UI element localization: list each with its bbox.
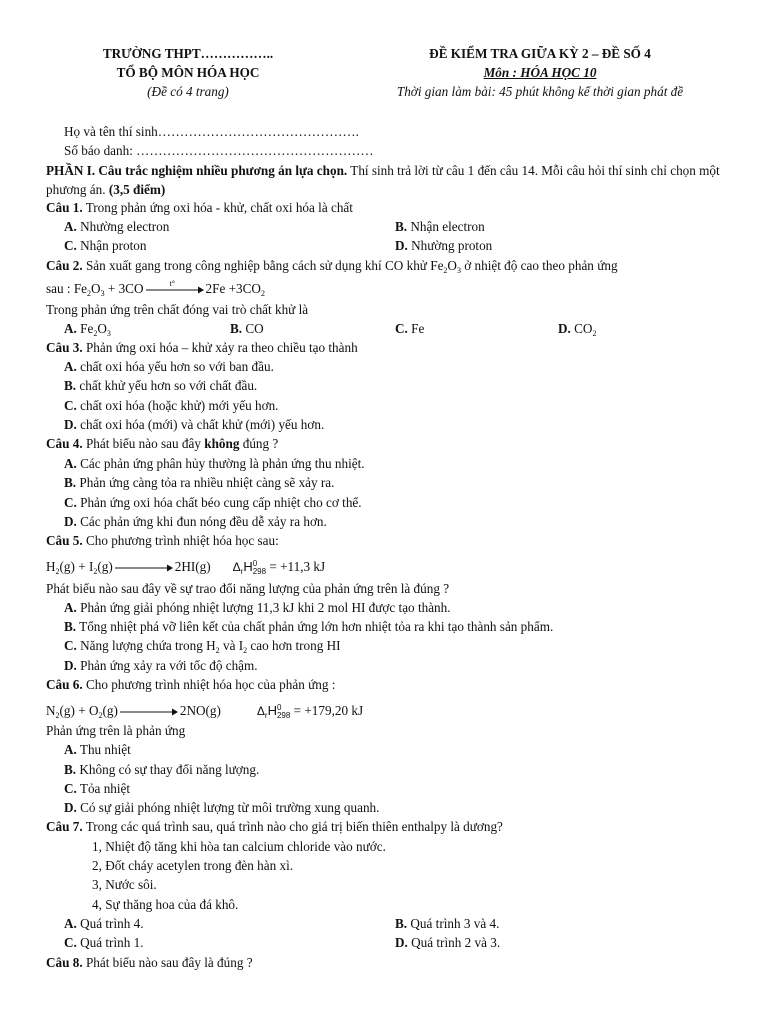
subscript: 2 [443,266,448,275]
question-label: Câu 7. [46,819,83,834]
option-letter: D. [558,321,571,336]
option-text: và I [219,638,244,653]
question-text: Trong các quá trình sau, quá trình nào cho giá trị biến thiên enthalpy là dương? [82,819,503,834]
subscript: r [264,711,268,720]
option-letter: B. [64,619,77,634]
q6-option-d [64,799,379,817]
option-text: Fe [411,321,425,336]
question-label: Câu 5. [46,533,83,548]
option-text: Quá trình 2 và 3. [411,935,501,950]
heat-label: t° [169,278,175,288]
option-text: Nhận electron [410,219,485,234]
q3-option-d [64,416,324,434]
school-name: TRƯỜNG THPT…………….. [102,46,274,61]
subscript: 2 [55,711,60,720]
subscript: 2 [98,711,103,720]
question-7 [46,818,503,836]
option-letter: A. [64,916,77,931]
subscript: r [240,567,244,576]
q5-option-a [64,599,451,617]
option-text: Quá trình 4. [80,916,144,931]
option-letter: D. [64,417,77,432]
equation-text: + 3CO [104,281,144,296]
q7-option-b [395,915,499,933]
option-text: Có sự giải phóng nhiệt lượng từ môi trường xung quanh. [80,800,380,815]
option-text: Phản ứng giải phóng nhiệt lượng 11,3 kJ khi 2 mol HI được tạo thành. [80,600,451,615]
question-text: Trong phản ứng oxi hóa - khử, chất oxi hóa là chất [82,200,353,215]
q2-option-a: A. $Fe_2O_3$ [64,321,111,338]
enthalpy-symbol: H [267,703,277,718]
option-letter: A. [64,321,77,336]
q5-equation [46,558,325,581]
option-text: chất oxi hóa (hoặc khử) mới yếu hơn. [80,398,279,413]
superscript: 0 [276,703,282,712]
question-4 [46,435,278,453]
option-text: chất oxi hóa (mới) và chất khử (mới) yếu hơn. [80,417,325,432]
subscript: 2 [93,567,98,576]
option-text: Các phản ứng khi đun nóng đều dễ xảy ra hơn. [80,514,327,529]
q1-option-c [64,237,146,255]
question-text: Phản ứng oxi hóa – khử xảy ra theo chiều tạo thành [82,340,358,355]
enthalpy-indices [277,704,290,720]
option-letter: B. [395,916,408,931]
option-text: Tổng nhiệt phá vỡ liên kết của chất phản ứng lớn hơn nhiệt tỏa ra khi tạo thành sản phẩm. [79,619,554,634]
question-6 [46,676,335,694]
option-letter: A. [64,742,77,757]
equation-text: (g) [97,559,113,574]
option-text: CO [574,321,593,336]
q4-option-b [64,474,334,492]
question-8 [46,954,253,972]
q7-item-4: 4, Sự thăng hoa của đá khô. [92,897,239,912]
emphasis-text: không [204,436,240,451]
option-text: Nhường proton [411,238,493,253]
question-text: Sản xuất gang trong công nghiệp bằng cách sử dụng khí CO khử Fe [82,258,444,273]
q7-item-3: 3, Nước sôi. [92,877,157,892]
option-text: Tỏa nhiệt [79,781,131,796]
option-letter: B. [395,219,408,234]
option-letter: D. [395,935,408,950]
option-text: Các phản ứng phân hủy thường là phản ứng thu nhiệt. [80,456,365,471]
enthalpy-term [233,559,266,574]
option-letter: C. [64,238,77,253]
exam-title: ĐỀ KIỂM TRA GIỮA KỲ 2 – ĐỀ SỐ 4 [429,46,651,61]
option-text: Quá trình 3 và 4. [410,916,500,931]
option-text: Phản ứng xảy ra với tốc độ chậm. [80,658,258,673]
question-text: Phát biểu nào sau đây là đúng ? [82,955,253,970]
subscript: 3 [456,266,461,275]
subscript: 2 [55,567,60,576]
question-label: Câu 8. [46,955,83,970]
question-label: Câu 3. [46,340,83,355]
option-text: chất oxi hóa yếu hơn so với ban đầu. [80,359,274,374]
option-text: Nhận proton [80,238,147,253]
subscript: 2 [93,329,98,338]
part1-heading [46,161,736,199]
equation-text: N [46,703,56,718]
arrow-icon [146,284,204,296]
option-text: Phản ứng oxi hóa chất béo cung cấp nhiệt cho cơ thể. [80,495,362,510]
enthalpy-symbol: H [243,559,253,574]
option-letter: D. [64,514,77,529]
question-text: ở nhiệt độ cao theo phản ứng [460,258,618,273]
delta-symbol: Δ [232,560,241,574]
q3-option-b [64,377,257,395]
option-letter: C. [64,781,77,796]
equation-text: (g) + O [59,703,99,718]
q1-option-b [395,218,485,236]
part1-title: PHẦN I. Câu trắc nghiệm nhiều phương án lựa chọn. [46,163,348,178]
pages-note: (Đề có 4 trang) [147,84,229,99]
q4-option-a [64,455,365,473]
equation-text: sau : Fe [46,281,88,296]
question-3 [46,339,358,357]
part1-points: (3,5 điểm) [105,182,166,197]
q2-option-b [230,320,264,338]
enthalpy-indices [253,560,266,576]
q6-stem2: Phản ứng trên là phản ứng [46,723,186,738]
option-letter: B. [230,321,243,336]
q2-equation: sau : $Fe_2O_3 + 3CO$ t° $2Fe +3CO_2$ [46,280,265,303]
equation-text: 2HI(g) [174,559,211,574]
option-letter: A. [64,219,77,234]
question-text: Cho phương trình nhiệt hóa học của phản ứng : [82,677,336,692]
q6-option-c [64,780,130,798]
option-text: Không có sự thay đổi năng lượng. [79,762,260,777]
question-2 [46,257,618,280]
q5-option-d [64,657,258,675]
equation-text: 2Fe +3CO [205,281,261,296]
q1-option-a [64,218,169,236]
subscript: 298 [276,711,291,720]
subscript: 2 [243,646,248,655]
question-text: Cho phương trình nhiệt hóa học sau: [82,533,279,548]
option-letter: A. [64,359,77,374]
option-letter: A. [64,600,77,615]
subscript: 2 [260,289,265,298]
question-5 [46,532,279,550]
equation-text: (g) [102,703,118,718]
q7-option-c [64,934,144,952]
q4-option-d [64,513,327,531]
option-text: Thu nhiệt [79,742,131,757]
q4-option-c [64,494,362,512]
option-letter: B. [64,762,77,777]
q2-option-c [395,320,424,338]
reaction-arrow [146,278,204,296]
option-letter: C. [395,321,408,336]
option-letter: C. [64,935,77,950]
q7-option-a [64,915,144,933]
option-letter: B. [64,378,77,393]
option-letter: B. [64,475,77,490]
option-text: Năng lượng chứa trong H [80,638,216,653]
option-letter: D. [395,238,408,253]
header-left [58,44,318,101]
q3-option-a [64,358,274,376]
q7-item-1: 1, Nhiệt độ tăng khi hòa tan calcium chloride vào nước. [92,839,386,854]
question-label: Câu 1. [46,200,83,215]
subscript: 298 [252,567,267,576]
time-note: Thời gian làm bài: 45 phút không kể thời gian phát đề [396,84,684,99]
equation-text: (g) + I [59,559,94,574]
superscript: 0 [252,559,258,568]
option-text: Phản ứng càng tỏa ra nhiều nhiệt càng sẽ xảy ra. [79,475,335,490]
enthalpy-value: = +11,3 kJ [266,559,326,574]
arrow-icon [120,706,178,718]
arrow-icon [115,562,173,574]
question-text: Phát biểu nào sau đây [82,436,205,451]
q5-stem2: Phát biểu nào sau đây về sự trao đổi năng lượng của phản ứng trên là đúng ? [46,581,450,596]
option-text: CO [245,321,264,336]
q3-option-c [64,397,278,415]
header-right [330,44,750,101]
delta-symbol: Δ [256,704,265,718]
subscript: 2 [592,329,597,338]
option-letter: A. [64,456,77,471]
option-letter: C. [64,398,77,413]
q6-option-b [64,761,259,779]
reaction-arrow [115,562,173,574]
candidate-name-line: Họ và tên thí sinh………………………………………. [64,124,359,139]
subscript: 2 [87,289,92,298]
equation-text: H [46,559,56,574]
question-1 [46,199,353,217]
department-name: TỔ BỘ MÔN HÓA HỌC [116,65,260,80]
option-letter: D. [64,658,77,673]
question-label: Câu 6. [46,677,83,692]
subscript: 3 [100,289,105,298]
option-letter: C. [64,495,77,510]
enthalpy-term [257,703,290,718]
candidate-id-line: Số báo danh: ……………………………………………… [64,143,374,158]
option-text: Quá trình 1. [80,935,144,950]
question-label: Câu 4. [46,436,83,451]
enthalpy-value: = +179,20 kJ [290,703,364,718]
option-letter: D. [64,800,77,815]
option-text: Nhường electron [80,219,170,234]
question-text: O [447,258,457,273]
equation-text: 2NO(g) [179,703,221,718]
q6-option-a [64,741,131,759]
question-text: đúng ? [239,436,279,451]
q7-item-2: 2, Đốt cháy acetylen trong đèn hàn xì. [92,858,294,873]
q5-option-b [64,618,553,636]
reaction-arrow [120,706,178,718]
q2-stem2: Trong phản ứng trên chất đóng vai trò chất khử là [46,302,309,317]
q1-option-d [395,237,492,255]
q7-option-d [395,934,500,952]
option-text: cao hơn trong HI [247,638,341,653]
question-label: Câu 2. [46,258,83,273]
q2-option-d [558,320,596,343]
option-text: chất khử yếu hơn so với chất đầu. [79,378,258,393]
subscript: 2 [215,646,220,655]
subject-title: Môn : HÓA HỌC 10 [483,65,597,80]
subscript: 3 [106,329,111,338]
part1-instructions: Thí sinh trả lời từ câu 1 đến câu 14. Mỗi câu hỏi thí sinh chỉ chọn một phương án. [46,163,720,197]
option-letter: C. [64,638,77,653]
option-text: Fe [80,321,94,336]
